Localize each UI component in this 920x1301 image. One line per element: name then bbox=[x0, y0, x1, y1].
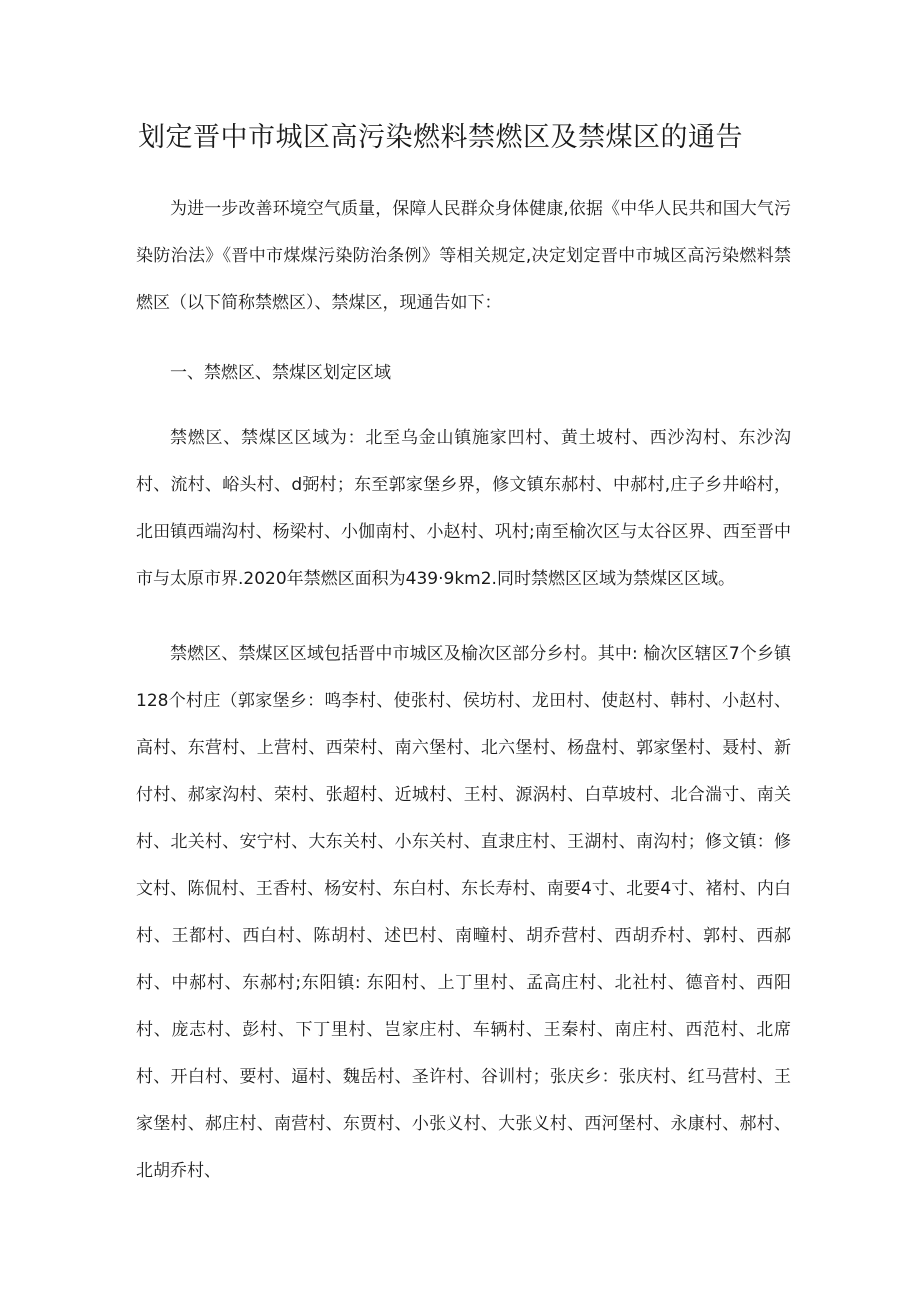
intro-paragraph: 为进一步改善环境空气质量，保障人民群众身体健康,依据《中华人民共和国大气污染防治法》《晋中市煤煤污染防治条例》等相关规定,决定划定晋中市城区高污染燃料禁燃区（以下简称禁燃区）、禁煤区，现通告如下： bbox=[136, 199, 791, 313]
area-villages-paragraph: 禁燃区、禁煤区区域包括晋中市城区及榆次区部分乡村。其中: 榆次区辖区7个乡镇128个村庄（郭家堡乡：鸣李村、使张村、侯坊村、龙田村、使赵村、韩村、小赵村、高村、东营村、上营村、西荣村、南六堡村、北六堡村、杨盘村、郭家堡村、聂村、新付村、郝家沟村、荣村、张超村、近城村、王村、源涡村、白草坡村、北合湍寸、南关村、北关村、安宁村、大东关村、小东关村、直隶庄村、王湖村、南沟村；修文镇：修文村、陈侃村、王香村、杨安村、东白村、东长寿村、南要4寸、北要4寸、褚村、内白村、王都村、西白村、陈胡村、述巴村、南疃村、胡乔营村、西胡乔村、郭村、西郝村、中郝村、东郝村;东阳镇: 东阳村、上丁里村、孟高庄村、北社村、德音村、西阳村、庞志村、彭村、下丁里村、岂家庄村、车辆村、王秦村、南庄村、西范村、北席村、开白村、要村、逼村、魏岳村、圣许村、谷训村；张庆乡：张庆村、红马营村、王家堡村、郝庄村、南营村、东贾村、小张义村、大张义村、西河堡村、永康村、郝村、北胡乔村、 bbox=[136, 644, 791, 1181]
section-heading: 一、禁燃区、禁煤区划定区域 bbox=[170, 363, 391, 383]
area-boundary-paragraph: 禁燃区、禁煤区区域为：北至乌金山镇施家凹村、黄土坡村、西沙沟村、东沙沟村、流村、峪头村、d弼村；东至郭家堡乡界，修文镇东郝村、中郝村,庄子乡井峪村，北田镇西端沟村、杨梁村、小伽南村、小赵村、巩村;南至榆次区与太谷区界、西至晋中市与太原市界.2020年禁燃区面积为439·9km2.同时禁燃区区域为禁煤区区域。 bbox=[136, 428, 791, 589]
document-title: 划定晋中市城区高污染燃料禁燃区及禁煤区的通告 bbox=[138, 122, 743, 153]
